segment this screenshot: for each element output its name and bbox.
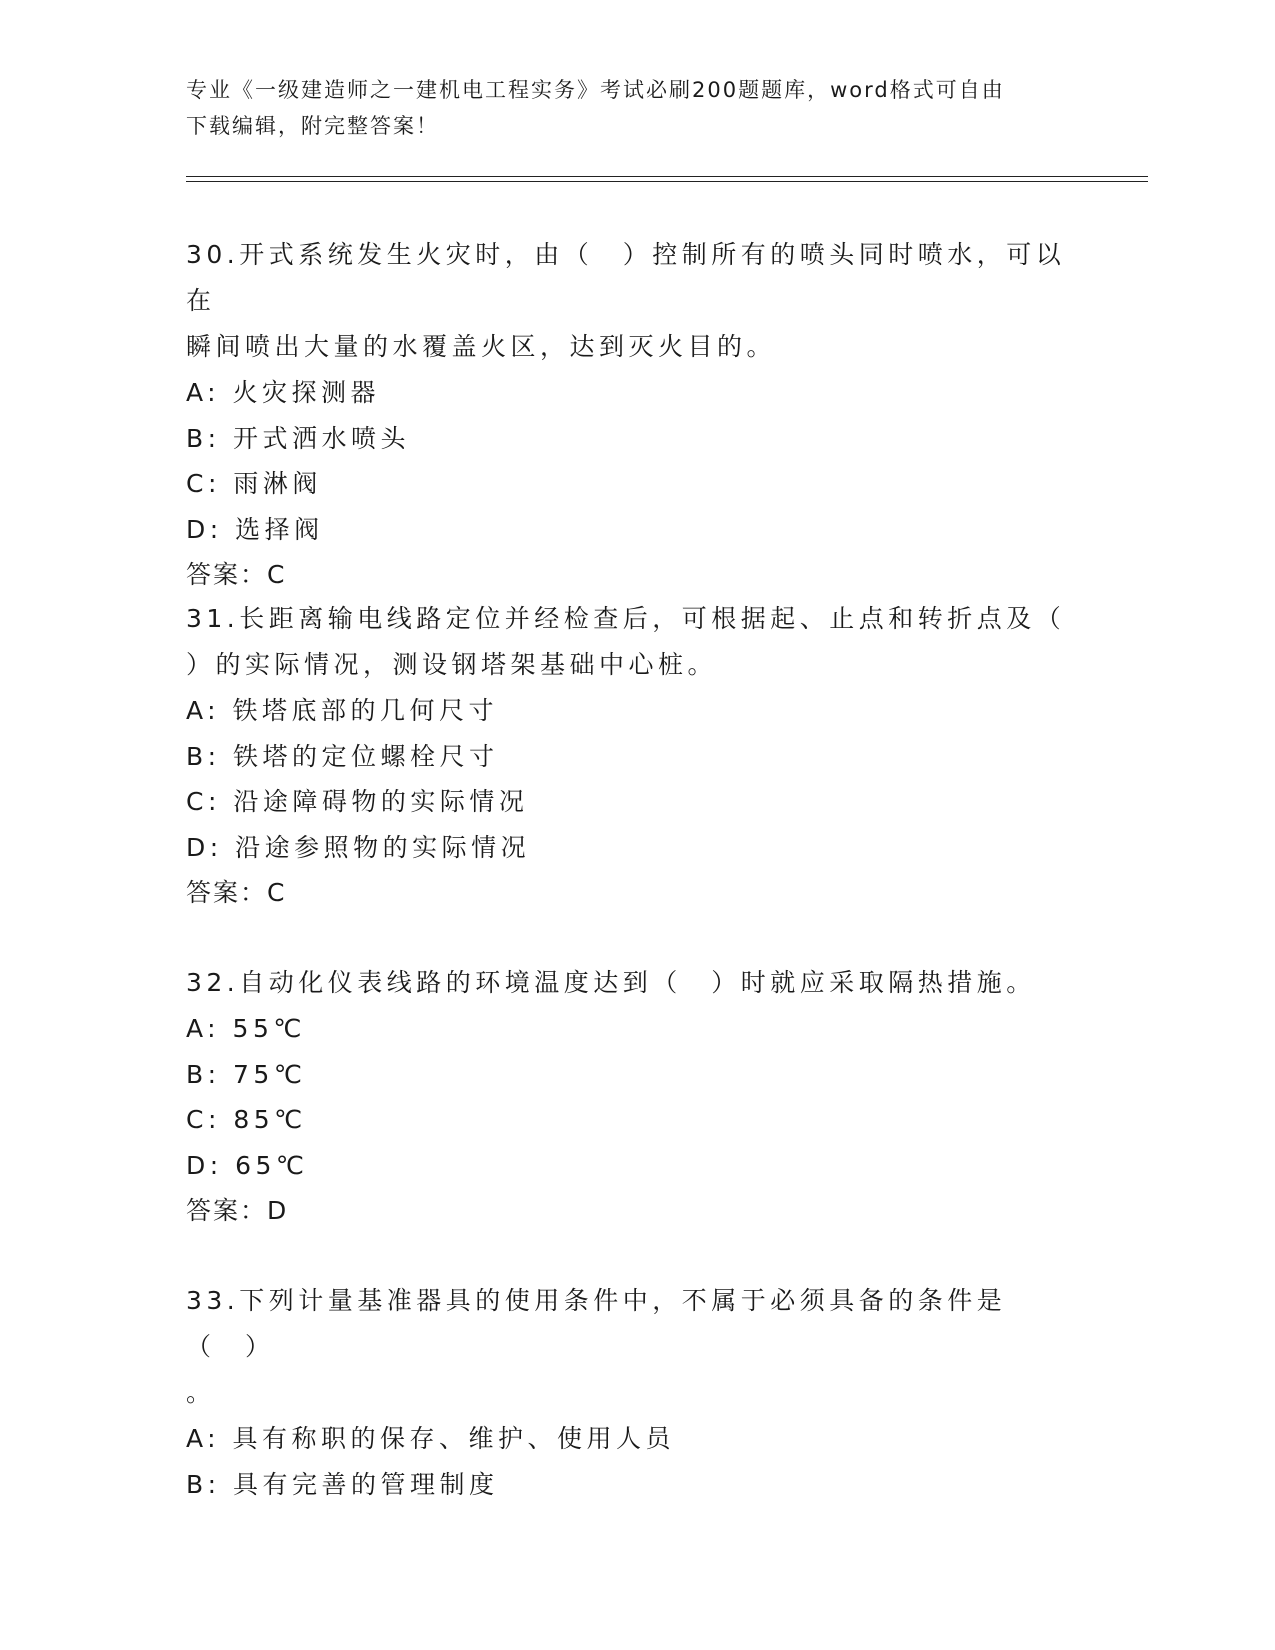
header-divider-top	[186, 176, 1148, 177]
option-b: B: 铁塔的定位螺栓尺寸	[186, 741, 499, 771]
option-a: A: 火灾探测器	[186, 378, 381, 407]
option-d: D: 选择阀	[186, 514, 324, 544]
option-b: B: 开式洒水喷头	[186, 423, 411, 453]
answer: 答案：C	[186, 878, 287, 907]
option-b: B: 75℃	[186, 1059, 307, 1089]
document-header: 专业《一级建造师之一建机电工程实务》考试必刷200题题库，word格式可自由 下载编辑，附完整答案！	[186, 78, 1005, 138]
question-31	[186, 596, 1066, 916]
option-a: A: 55℃	[186, 1014, 306, 1043]
header-divider-bottom	[186, 181, 1148, 182]
option-c: C: 沿途障碍物的实际情况	[186, 787, 529, 816]
option-c: C: 雨淋阀	[186, 469, 322, 498]
option-a: A: 铁塔底部的几何尺寸	[186, 696, 499, 725]
question-30	[186, 232, 1066, 598]
question-33	[186, 1278, 1066, 1507]
question-32	[186, 960, 1066, 1234]
answer: 答案：D	[186, 1196, 289, 1225]
question-stem: 31.长距离输电线路定位并经检查后，可根据起、止点和转折点及（ ）的实际情况，测设钢塔架基础中心桩。	[186, 604, 1066, 679]
option-d: D: 沿途参照物的实际情况	[186, 832, 531, 862]
option-a: A: 具有称职的保存、维护、使用人员	[186, 1424, 676, 1453]
question-stem: 30.开式系统发生火灾时，由（ ）控制所有的喷头同时喷水，可以在 瞬间喷出大量的水覆盖火区，达到灭火目的。	[186, 240, 1066, 361]
answer: 答案：C	[186, 560, 287, 589]
option-d: D: 65℃	[186, 1150, 309, 1180]
question-stem: 33.下列计量基准器具的使用条件中，不属于必须具备的条件是（ ） 。	[186, 1286, 1007, 1407]
option-b: B: 具有完善的管理制度	[186, 1469, 499, 1499]
option-c: C: 85℃	[186, 1105, 307, 1134]
question-stem: 32.自动化仪表线路的环境温度达到（ ）时就应采取隔热措施。	[186, 968, 1036, 997]
